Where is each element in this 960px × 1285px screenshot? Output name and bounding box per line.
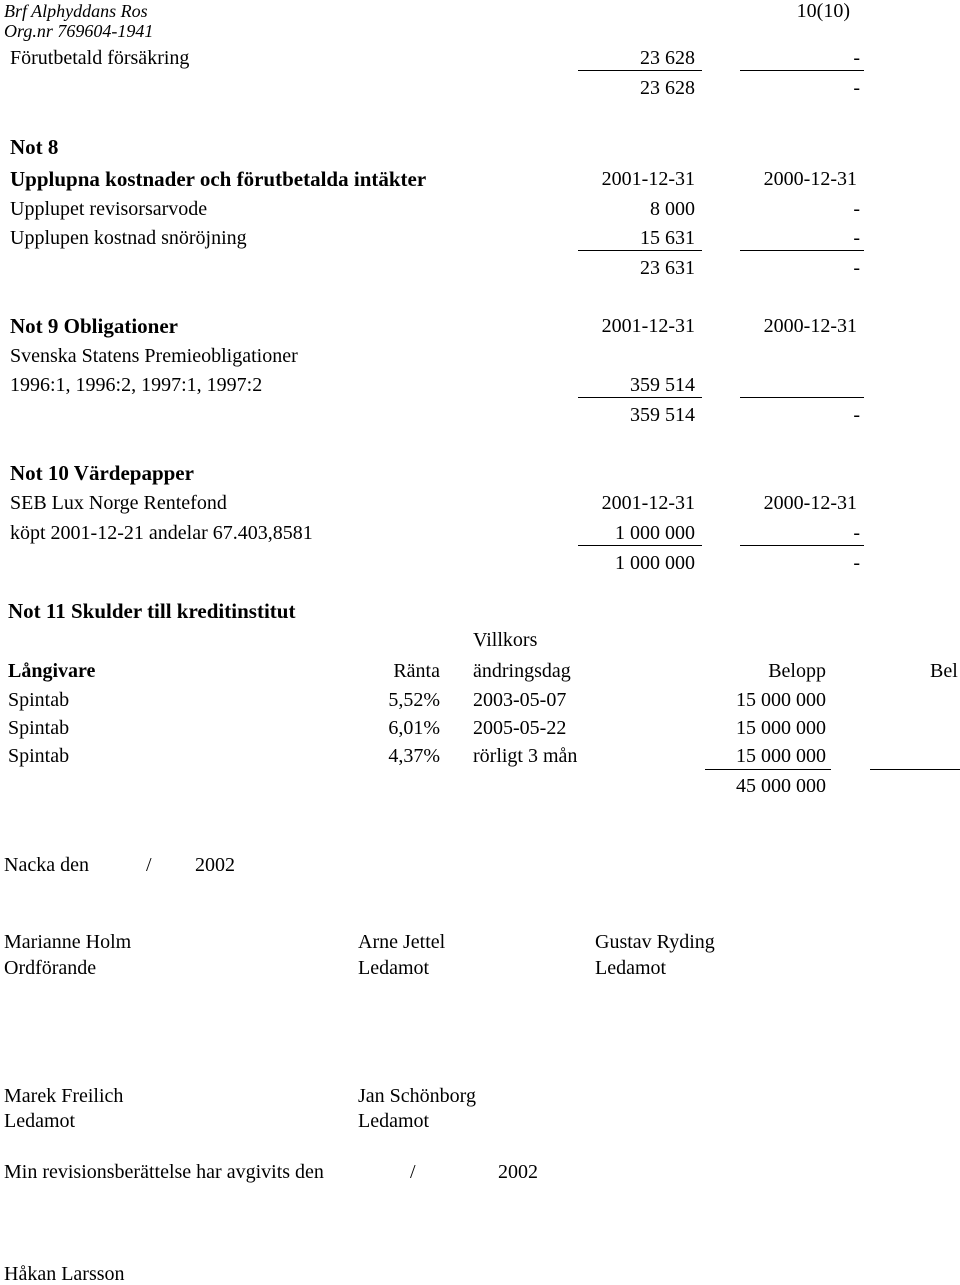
note-9-line-2: 1996:1, 1996:2, 1997:1, 1997:2 — [10, 374, 263, 396]
audit-year: 2002 — [498, 1161, 538, 1183]
note-8-row-label: Upplupen kostnad snöröjning — [10, 227, 247, 249]
signatory-name: Marek Freilich — [4, 1085, 124, 1107]
note-10-total-2000: - — [853, 552, 860, 574]
signatory-name: Arne Jettel — [358, 931, 446, 953]
note-10-total-2001: 1 000 000 — [615, 552, 695, 574]
signatory-name: Jan Schönborg — [358, 1085, 476, 1107]
note-10-value-2000: - — [853, 522, 860, 544]
note-8-underline-2001 — [578, 250, 702, 251]
table-row-amount: 15 000 000 — [736, 745, 826, 767]
column-header-amount: Belopp — [768, 660, 826, 682]
note-9-title: Not 9 Obligationer — [10, 314, 178, 338]
auditor-name: Håkan Larsson — [4, 1263, 125, 1285]
table-row-rate: 5,52% — [388, 689, 440, 711]
note-10-title: Not 10 Värdepapper — [10, 461, 194, 485]
table-row-date: rörligt 3 mån — [473, 745, 578, 767]
note-8-row-value-2001: 15 631 — [640, 227, 695, 249]
note-9-total-2000: - — [853, 404, 860, 426]
table-row-rate: 6,01% — [388, 717, 440, 739]
note-8-row-value-2001: 8 000 — [650, 198, 695, 220]
table-row-amount: 15 000 000 — [736, 689, 826, 711]
note-8-total-2001: 23 631 — [640, 257, 695, 279]
note-9-line-1: Svenska Statens Premieobligationer — [10, 345, 298, 367]
prepaid-underline-2000 — [740, 70, 864, 71]
note-8-total-2000: - — [853, 257, 860, 279]
note-9-col-2001: 2001-12-31 — [601, 315, 695, 337]
table-row-lender: Spintab — [8, 689, 70, 711]
note-9-underline-2001 — [578, 397, 702, 398]
note-10-line-1: SEB Lux Norge Rentefond — [10, 492, 227, 514]
prepaid-value-2001: 23 628 — [640, 47, 695, 69]
audit-statement: Min revisionsberättelse har avgivits den — [4, 1161, 324, 1183]
loan-total: 45 000 000 — [736, 775, 826, 797]
table-row-lender: Spintab — [8, 717, 70, 739]
note-10-line-2: köpt 2001-12-21 andelar 67.403,8581 — [10, 522, 313, 544]
signatory-role: Ledamot — [358, 957, 430, 979]
table-row-lender: Spintab — [8, 745, 70, 767]
column-header-lender: Långivare — [8, 660, 96, 682]
signing-date-slash: / — [146, 854, 152, 876]
column-header-villkors: Villkors — [473, 629, 538, 651]
note-8-subtitle: Upplupna kostnader och förutbetalda intäkter — [10, 167, 427, 191]
note-10-underline-2001 — [578, 545, 702, 546]
note-10-col-2001: 2001-12-31 — [601, 492, 695, 514]
signatory-name: Marianne Holm — [4, 931, 132, 953]
note-8-col-2001: 2001-12-31 — [601, 168, 695, 190]
column-header-amount-cut: Bel — [930, 660, 958, 682]
column-header-rate: Ränta — [393, 660, 440, 682]
loan-underline — [705, 769, 831, 770]
loan-underline-cut — [870, 769, 960, 770]
signatory-role: Ledamot — [595, 957, 667, 979]
page-number: 10(10) — [796, 0, 850, 22]
note-8-row-label: Upplupet revisorsarvode — [10, 198, 208, 220]
note-10-underline-2000 — [740, 545, 864, 546]
signatory-role: Ordförande — [4, 957, 97, 979]
note-9-value-2001: 359 514 — [630, 374, 695, 396]
note-10-col-2000: 2000-12-31 — [763, 492, 857, 514]
table-row-amount: 15 000 000 — [736, 717, 826, 739]
org-name: Brf Alphyddans Ros — [4, 1, 148, 21]
prepaid-total-2000: - — [853, 77, 860, 99]
note-8-underline-2000 — [740, 250, 864, 251]
signing-year: 2002 — [195, 854, 235, 876]
prepaid-value-2000: - — [853, 47, 860, 69]
note-8-title: Not 8 — [10, 135, 59, 159]
note-8-row-value-2000: - — [853, 227, 860, 249]
signing-place: Nacka den — [4, 854, 89, 876]
note-9-total-2001: 359 514 — [630, 404, 695, 426]
table-row-rate: 4,37% — [388, 745, 440, 767]
prepaid-label: Förutbetald försäkring — [10, 47, 190, 69]
signatory-role: Ledamot — [358, 1110, 430, 1132]
note-9-underline-2000 — [740, 397, 864, 398]
column-header-change-date: ändringsdag — [473, 660, 571, 682]
note-8-row-value-2000: - — [853, 198, 860, 220]
note-10-value-2001: 1 000 000 — [615, 522, 695, 544]
note-8-col-2000: 2000-12-31 — [763, 168, 857, 190]
note-11-title: Not 11 Skulder till kreditinstitut — [8, 599, 296, 623]
signatory-role: Ledamot — [4, 1110, 76, 1132]
prepaid-underline-2001 — [578, 70, 702, 71]
org-number: Org.nr 769604-1941 — [4, 21, 154, 41]
note-9-col-2000: 2000-12-31 — [763, 315, 857, 337]
audit-date-slash: / — [410, 1161, 416, 1183]
signatory-name: Gustav Ryding — [595, 931, 715, 953]
table-row-date: 2003-05-07 — [473, 689, 567, 711]
table-row-date: 2005-05-22 — [473, 717, 567, 739]
prepaid-total-2001: 23 628 — [640, 77, 695, 99]
